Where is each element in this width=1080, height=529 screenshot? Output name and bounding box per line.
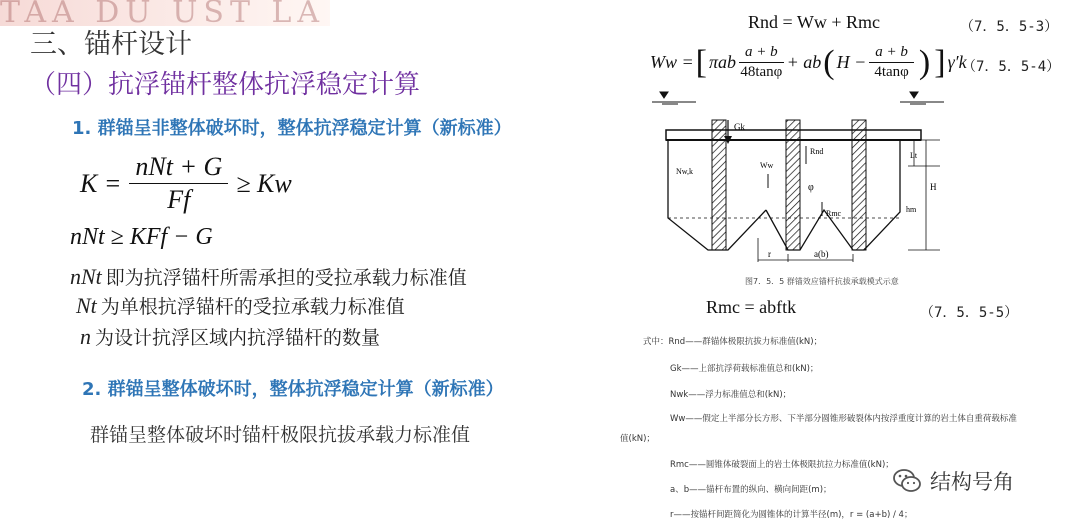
- diagram-label-ww: Ww: [760, 161, 774, 170]
- eq2-den2: 4tanφ: [874, 64, 909, 80]
- stability-fraction: [129, 152, 228, 215]
- diagram-label-ab: a(b): [814, 249, 829, 259]
- equation-number-3: （7．5．5-3）: [960, 19, 1059, 35]
- eq2-num2: a + b: [869, 44, 914, 63]
- equation-number-5: （7．5．5-5）: [920, 305, 1019, 321]
- legend-line: Rmc——圆锥体破裂面上的岩土体极限抗拉力标准值(kN)；: [670, 460, 894, 470]
- legend-line: 式中：Rnd——群锚体极限抗拔力标准值(kN)；: [643, 337, 823, 347]
- bracket-close: ]: [934, 43, 946, 81]
- brand-watermark: [892, 466, 1014, 496]
- equation-7-5-5-4: Ww = [ πab $\frac{a + b}{48\tan\varphi}$ + ab ( H − $\frac{a + b}{4\tan\varphi}$ ) ] γ′k: [650, 43, 967, 81]
- stability-formula: [80, 152, 292, 215]
- legend-line: Gk——上部抗浮荷载标准值总和(kN)；: [670, 364, 819, 374]
- bracket-open: [: [695, 43, 707, 81]
- definition-text: 为单根抗浮锚杆的受拉承载力标准值: [100, 296, 405, 318]
- case2-text: 群锚呈整体破坏时锚杆极限抗拔承载力标准值: [90, 424, 471, 446]
- water-level-icon: [652, 92, 944, 104]
- eq2-fraction-1: [739, 44, 784, 81]
- definition-text: 为设计抗浮区域内抗浮锚杆的数量: [95, 327, 381, 349]
- definition-symbol: n: [80, 324, 91, 349]
- equation-number-4: （7．5．5-4）: [962, 59, 1061, 75]
- anchor-bar: [852, 120, 866, 250]
- case2-title: 2. 群锚呈整体破坏时，整体抗浮稳定计算（新标准）: [82, 379, 504, 400]
- legend-line: r——按锚杆间距简化为圆锥体的计算半径(m)，r = (a+b) / 4；: [670, 510, 913, 520]
- definition-symbol: Nt: [76, 293, 97, 318]
- definition-n: [80, 323, 380, 350]
- wechat-icon: [892, 468, 922, 494]
- anchor-group-diagram: [648, 90, 948, 270]
- brand-name: 结构号角: [930, 470, 1014, 494]
- eq2-den1: 48tanφ: [740, 64, 783, 80]
- diagram-label-nwk: Nw,k: [676, 167, 694, 176]
- diagram-label-gk: Gk: [734, 122, 745, 132]
- eq2-fraction-2: [869, 44, 914, 81]
- section-subtitle: （四）抗浮锚杆整体抗浮稳定计算: [30, 70, 421, 100]
- diagram-label-r: r: [768, 249, 771, 259]
- top-watermark: TAA DU UST LA: [0, 0, 330, 26]
- definition-nnt: [70, 263, 467, 290]
- figure-caption: 图7．5．5 群锚效应锚杆抗拔承载模式示意: [745, 277, 899, 286]
- anchor-bar: [712, 120, 726, 250]
- equation-7-5-5-3: Rnd = Ww + Rmc: [748, 12, 880, 32]
- legend-line: Nwk——浮力标准值总和(kN)；: [670, 390, 792, 400]
- diagram-label-phi: φ: [808, 182, 814, 193]
- legend-line: 值(kN)；: [620, 434, 655, 444]
- legend-line: Ww——假定上半部分长方形、下半部分圆锥形破裂体内按浮重度计算的岩土体自重荷载标准: [670, 414, 1017, 424]
- case1-title: 1. 群锚呈非整体破坏时，整体抗浮稳定计算（新标准）: [72, 118, 512, 139]
- requirement-formula: nNt ≥ KFf − G: [70, 224, 213, 250]
- eq2-lhs: Ww =: [650, 52, 694, 72]
- eq2-num1: a + b: [739, 44, 784, 63]
- stability-formula-rhs: ≥ Kw: [236, 168, 292, 198]
- stability-denominator: Ff: [167, 185, 191, 214]
- diagram-label-hm: hm: [906, 205, 917, 214]
- diagram-label-rmc: Rmc: [826, 209, 842, 218]
- diagram-label-rnd: Rnd: [810, 147, 824, 156]
- diagram-label-h: H: [930, 182, 937, 192]
- equation-7-5-5-5: Rmc = abftk: [706, 297, 797, 317]
- stability-formula-lhs: K =: [80, 168, 122, 198]
- page-title: 三、锚杆设计: [30, 29, 192, 60]
- stability-numerator: nNt + G: [129, 152, 228, 184]
- diagram-label-lt: Lt: [910, 151, 918, 160]
- legend-line: a、b——锚杆布置的纵向、横向间距(m)；: [670, 485, 832, 495]
- definition-nt: [76, 292, 405, 319]
- definition-text: 即为抗浮锚杆所需承担的受拉承载力标准值: [105, 267, 467, 289]
- definition-symbol: nNt: [70, 264, 102, 289]
- anchor-bar: [786, 120, 800, 250]
